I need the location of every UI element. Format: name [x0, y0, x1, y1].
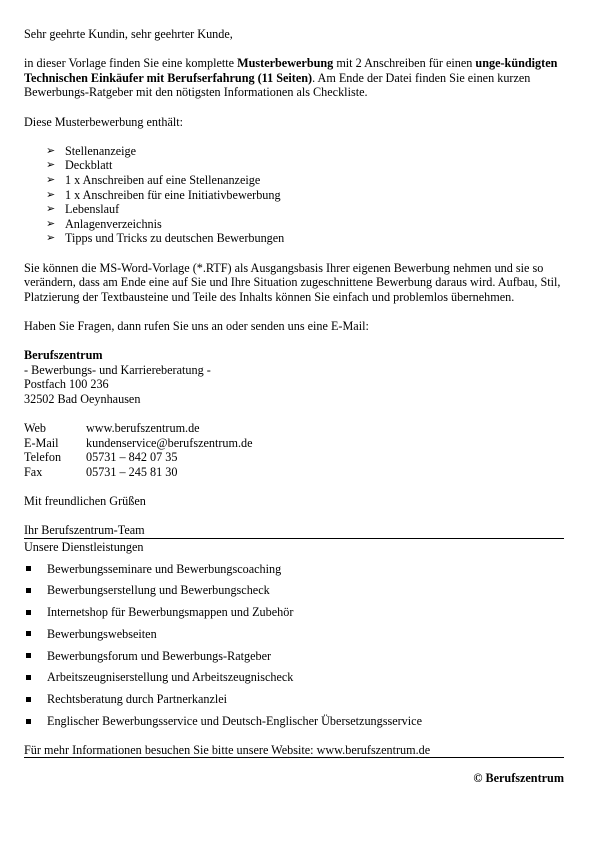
- arrow-bullet-icon: ➢: [46, 217, 56, 230]
- list-item: [24, 627, 564, 642]
- list-item-label: Arbeitszeugniserstellung und Arbeitszeugnischeck: [47, 670, 294, 685]
- list-item: [46, 217, 564, 232]
- contact-value[interactable]: kundenservice@berufszentrum.de: [86, 435, 253, 450]
- contact-value[interactable]: www.berufszentrum.de: [86, 421, 200, 436]
- contact-row-fax: [24, 465, 564, 480]
- square-bullet-icon: [26, 610, 31, 615]
- services-list: [24, 562, 564, 729]
- divider-bottom: [24, 757, 564, 758]
- list-item-label: Deckblatt: [65, 158, 113, 173]
- list-item: [46, 202, 564, 217]
- arrow-bullet-icon: ➢: [46, 144, 56, 157]
- contents-heading: Diese Musterbewerbung enthält:: [24, 114, 184, 129]
- copyright: © Berufszentrum: [473, 771, 564, 786]
- list-item: [24, 692, 564, 707]
- contact-row-email: [24, 436, 564, 451]
- document-page: [24, 27, 564, 786]
- square-bullet-icon: [26, 653, 31, 658]
- square-bullet-icon: [26, 697, 31, 702]
- org-name-text: Berufszentrum: [24, 348, 103, 363]
- list-item: [24, 649, 564, 664]
- divider-top: [24, 538, 564, 539]
- list-item-label: Tipps und Tricks zu deutschen Bewerbungen: [65, 231, 285, 246]
- list-item-label: 1 x Anschreiben auf eine Stellenanzeige: [65, 172, 261, 187]
- list-item-label: Rechtsberatung durch Partnerkanzlei: [47, 692, 228, 707]
- footer-website-line: Für mehr Informationen besuchen Sie bitte unsere Website: www.berufszentrum.de: [24, 742, 431, 757]
- square-bullet-icon: [26, 675, 31, 680]
- signature: Ihr Berufszentrum-Team: [24, 523, 145, 538]
- contents-list: [24, 144, 564, 246]
- questions-line: Haben Sie Fragen, dann rufen Sie uns an oder senden uns eine E-Mail:: [24, 318, 369, 333]
- list-item-label: Stellenanzeige: [65, 143, 137, 158]
- list-item-label: Lebenslauf: [65, 202, 120, 217]
- arrow-bullet-icon: ➢: [46, 173, 56, 186]
- org-subtitle: - Bewerbungs- und Karriereberatung -: [24, 362, 211, 377]
- list-item-label: Anlagenverzeichnis: [65, 216, 162, 231]
- contact-row-phone: [24, 450, 564, 465]
- contact-value: 05731 – 245 81 30: [86, 464, 178, 479]
- list-item-label: Bewerbungsforum und Bewerbungs-Ratgeber: [47, 648, 272, 663]
- address-line-2: 32502 Bad Oeynhausen: [24, 391, 141, 406]
- contact-key: Web: [24, 421, 47, 436]
- contact-row-web: [24, 421, 564, 436]
- intro-text-1: in dieser Vorlage finden Sie eine komplette: [24, 56, 238, 71]
- list-item: [24, 670, 564, 685]
- intro-text-3: . Am Ende der Datei finden Sie einen kurzen Bewerbungs-Ratgeber mit den nötigsten Informationen als Checkliste.: [24, 70, 531, 100]
- list-item: [46, 158, 564, 173]
- square-bullet-icon: [26, 631, 31, 636]
- list-item-label: Englischer Bewerbungsservice und Deutsch-Englischer Übersetzungsservice: [47, 714, 422, 729]
- square-bullet-icon: [26, 566, 31, 571]
- closing: Mit freundlichen Grüßen: [24, 494, 146, 508]
- usage-paragraph: Sie können die MS-Word-Vorlage (*.RTF) als Ausgangsbasis Ihrer eigenen Bewerbung nehmen und sie so verändern, dass am Ende eine auf Sie und Ihre Situation zugeschnittene Bewerbung daraus wird. Aufbau, Stil, Platzierung der Textbausteine und Teile des Inhalts können Sie einfach und problemlos übernehmen.: [24, 260, 561, 304]
- org-name: [24, 348, 564, 363]
- list-item: [46, 188, 564, 203]
- list-item-label: 1 x Anschreiben für eine Initiativbewerbung: [65, 187, 281, 202]
- list-item: [46, 144, 564, 159]
- square-bullet-icon: [26, 588, 31, 593]
- contact-key: Fax: [24, 464, 43, 479]
- contact-key: Telefon: [24, 450, 62, 465]
- contact-key: E-Mail: [24, 435, 59, 450]
- list-item-label: Bewerbungswebseiten: [47, 626, 157, 641]
- list-item: [46, 231, 564, 246]
- list-item: [24, 714, 564, 729]
- list-item: [24, 605, 564, 620]
- arrow-bullet-icon: ➢: [46, 159, 56, 172]
- arrow-bullet-icon: ➢: [46, 188, 56, 201]
- address-line-1: Postfach 100 236: [24, 377, 109, 392]
- intro-bold-2: unge-kündigten Technischen Einkäufer mit Berufserfahrung (11 Seiten): [24, 56, 558, 85]
- list-item-label: Internetshop für Bewerbungsmappen und Zubehör: [47, 605, 294, 620]
- list-item: [46, 173, 564, 188]
- list-item: [24, 583, 564, 598]
- list-item-label: Bewerbungsseminare und Bewerbungscoaching: [47, 561, 282, 576]
- list-item: [24, 562, 564, 577]
- greeting: Sehr geehrte Kundin, sehr geehrter Kunde,: [24, 27, 233, 41]
- contact-value: 05731 – 842 07 35: [86, 450, 178, 465]
- arrow-bullet-icon: ➢: [46, 232, 56, 245]
- list-item-label: Bewerbungserstellung und Bewerbungscheck: [47, 583, 270, 598]
- contact-table: [24, 421, 564, 479]
- intro-bold-1: Musterbewerbung: [237, 56, 334, 71]
- intro-paragraph: [24, 56, 564, 100]
- square-bullet-icon: [26, 719, 31, 724]
- arrow-bullet-icon: ➢: [46, 203, 56, 216]
- intro-text-2: mit 2 Anschreiben für einen: [333, 56, 476, 71]
- services-heading: Unsere Dienstleistungen: [24, 539, 144, 554]
